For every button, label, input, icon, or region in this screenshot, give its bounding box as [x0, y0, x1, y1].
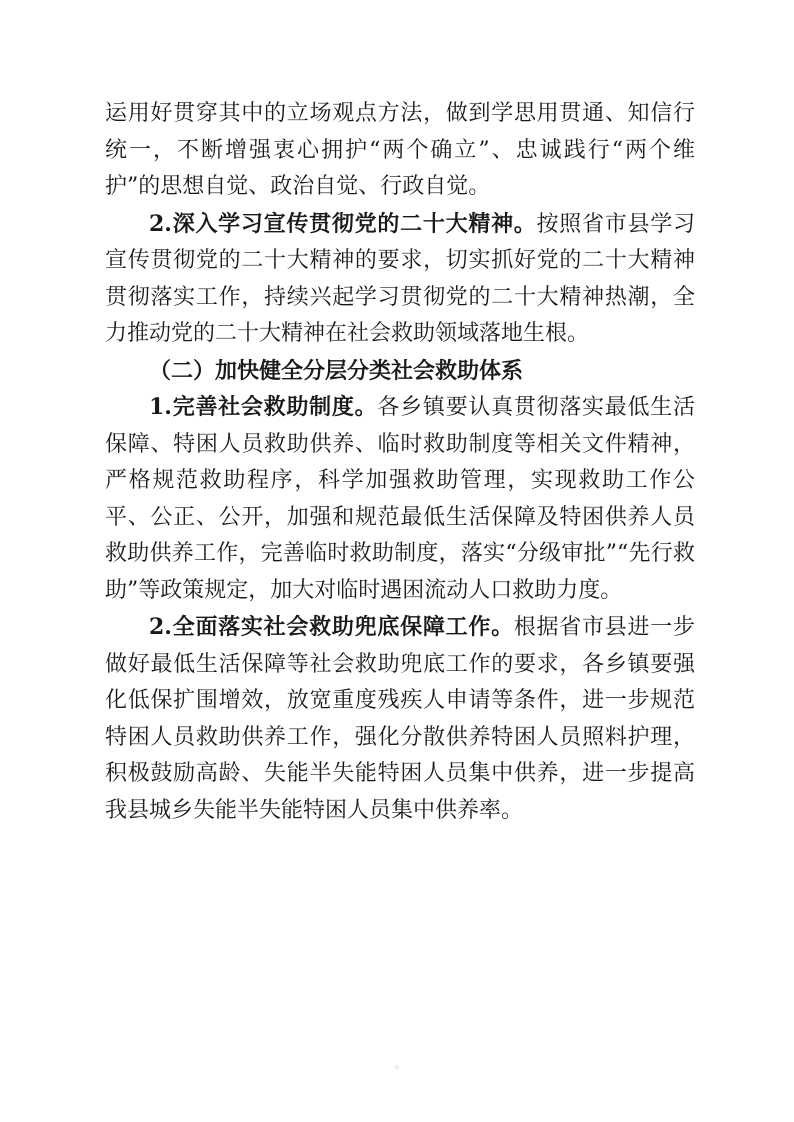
page-footer-mark: ◦	[394, 1063, 400, 1074]
paragraph-lead: 2.深入学习宣传贯彻党的二十大精神。	[149, 210, 537, 237]
paragraph-text: 根据省市县进一步做好最低生活保障等社会救助兜底工作的要求，各乡镇要强化低保扩围增效，放宽重度残疾人申请等条件，进一步规范特困人员救助供养工作，强化分散供养特困人员照料护理，积极鼓励高龄、失能半失能特困人员集中供养，进一步提高我县城乡失能半失能特困人员集中供养率。	[105, 615, 695, 823]
paragraph-text: 各乡镇要认真贯彻落实最低生活保障、特困人员救助供养、临时救助制度等相关文件精神，严格规范救助程序，科学加强救助管理，实现救助工作公平、公正、公开，加强和规范最低生活保障及特困供养人员救助供养工作，完善临时救助制度，落实“分级审批”“先行救助”等政策规定，加大对临时遇困流动人口救助力度。	[105, 395, 695, 603]
document-body	[105, 96, 695, 829]
paragraph-lead: 1.完善社会救助制度。	[149, 394, 378, 420]
paragraph-item-2	[105, 206, 695, 353]
paragraph-text: 运用好贯穿其中的立场观点方法，做到学思用贯通、知信行统一，不断增强衷心拥护“两个确立”、忠诚践行“两个维护”的思想自觉、政治自觉、行政自觉。	[105, 101, 695, 199]
paragraph-text: 按照省市县学习宣传贯彻党的二十大精神的要求，切实抓好党的二十大精神贯彻落实工作，持续兴起学习贯彻党的二十大精神热潮，全力推动党的二十大精神在社会救助领域落地生根。	[105, 211, 695, 346]
section-heading: （二）加快健全分层分类社会救助体系	[149, 357, 524, 384]
paragraph-item-1	[105, 389, 695, 609]
paragraph-item-2b	[105, 609, 695, 829]
paragraph-continuation	[105, 96, 695, 206]
paragraph-lead: 2.全面落实社会救助兜底保障工作。	[149, 614, 514, 640]
